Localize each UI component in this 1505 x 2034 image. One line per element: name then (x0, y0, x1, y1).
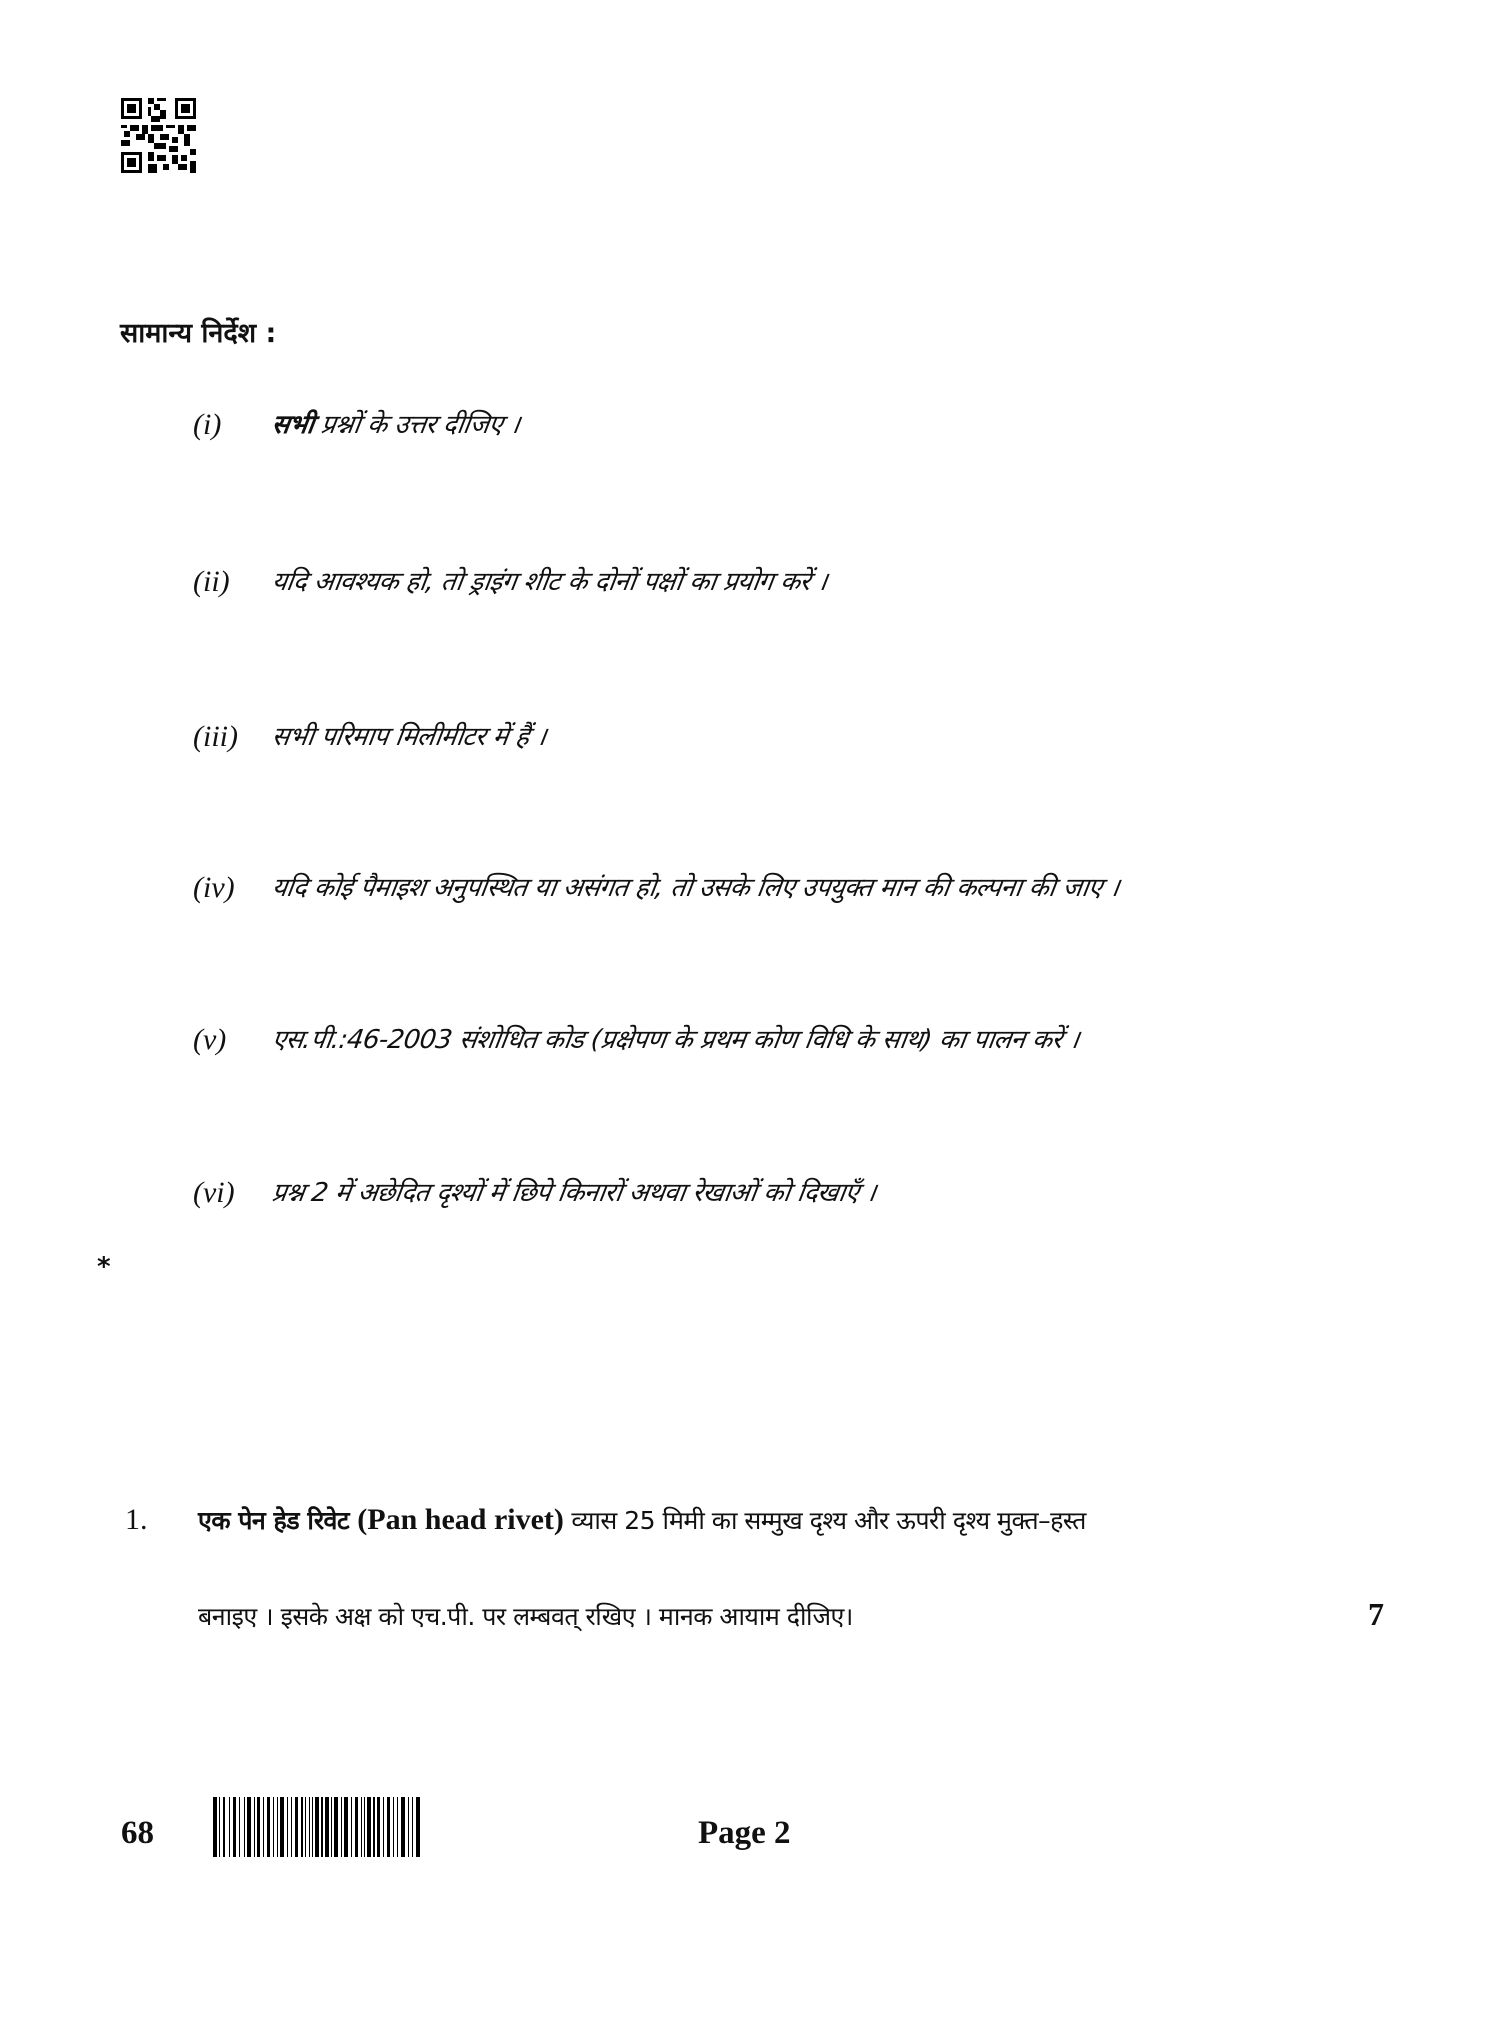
instruction-text: प्रश्न 2 में अछेदित दृश्यों में छिपे किनारों अथवा रेखाओं को दिखाएँ । (269, 1178, 878, 1208)
instruction-number: (vi) (193, 1176, 235, 1209)
barcode-icon (213, 1797, 423, 1857)
instruction-text: यदि आवश्यक हो, तो ड्राइंग शीट के दोनों पक्षों का प्रयोग करें । (269, 567, 829, 597)
instruction-number: (iv) (193, 871, 235, 904)
page-number: Page 2 (698, 1815, 791, 1851)
asterisk-separator: * (97, 1252, 111, 1282)
qr-code-icon (121, 98, 196, 173)
instruction-number: (i) (193, 408, 222, 441)
question-number: 1. (125, 1503, 148, 1536)
instruction-text: एस.पी.:46-2003 संशोधित कोड (प्रक्षेपण के प्रथम कोण विधि के साथ) का पालन करें । (269, 1025, 1081, 1055)
instructions-heading: सामान्य निर्देश : (120, 318, 277, 349)
paper-code: 68 (121, 1815, 154, 1851)
question-line-1-rest: व्यास 25 मिमी का सम्मुख दृश्य और ऊपरी दृश्य मुक्त–हस्त (563, 1506, 1086, 1535)
instruction-text: यदि कोई पैमाइश अनुपस्थित या असंगत हो, तो उसके लिए उपयुक्त मान की कल्पना की जाए । (269, 873, 1121, 903)
question-marks: 7 (1368, 1596, 1384, 1632)
instruction-text (269, 405, 522, 445)
instruction-emphasis: सभी (269, 410, 316, 440)
question-term-hindi: एक पेन हेड रिवेट (198, 1506, 358, 1535)
instruction-body: प्रश्नों के उत्तर दीजिए । (311, 410, 522, 440)
instruction-text: सभी परिमाप मिलीमीटर में हैं । (269, 722, 548, 752)
question-term-english: (Pan head rivet) (357, 1503, 564, 1536)
instruction-number: (ii) (193, 565, 230, 598)
question-line-1 (198, 1502, 1086, 1539)
question-line-2: बनाइए । इसके अक्ष को एच.पी. पर लम्बवत् रखिए । मानक आयाम दीजिए। (198, 1602, 853, 1631)
instruction-number: (v) (193, 1023, 227, 1056)
instruction-number: (iii) (193, 720, 238, 753)
